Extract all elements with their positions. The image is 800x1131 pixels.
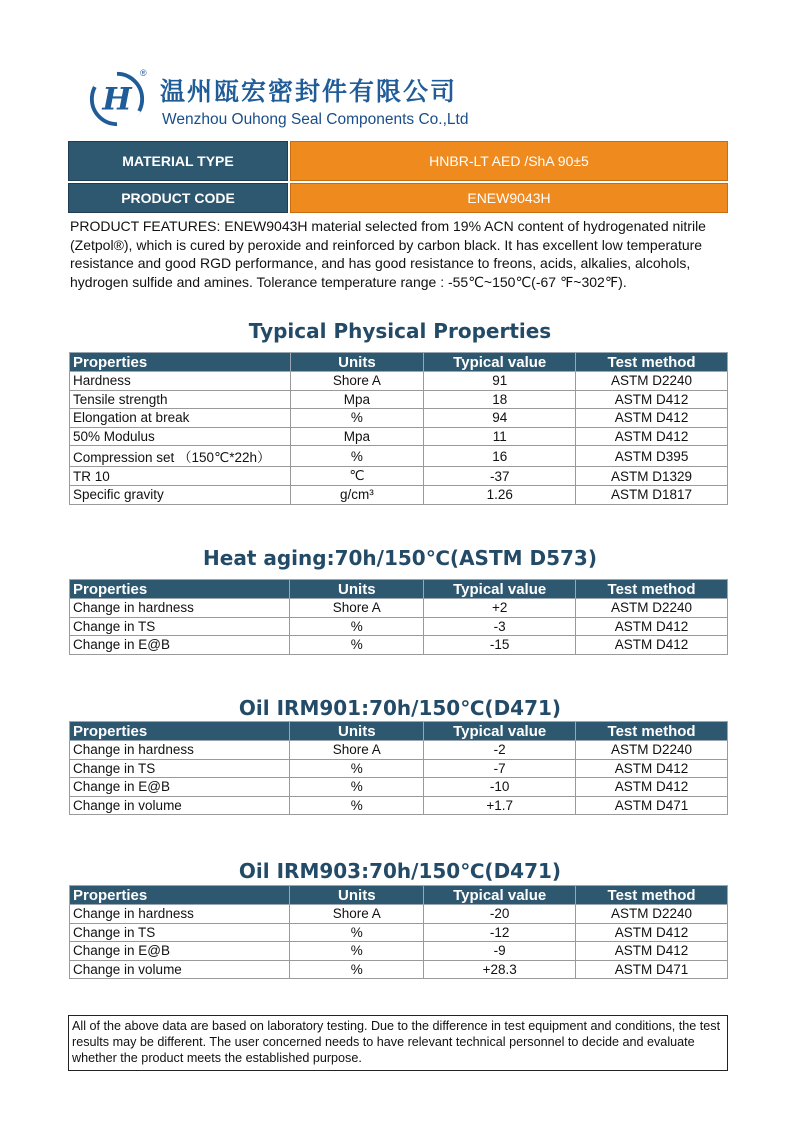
value-cell: 16 xyxy=(424,446,576,467)
table-row xyxy=(70,409,728,428)
method-cell: ASTM D471 xyxy=(576,796,728,815)
property-cell: Change in volume xyxy=(70,796,290,815)
company-name-en: Wenzhou Ouhong Seal Components Co.,Ltd xyxy=(162,111,469,128)
oil-irm903-table xyxy=(69,885,728,979)
value-cell: -20 xyxy=(424,905,576,924)
section-title: Heat aging:70h/150℃(ASTM D573) xyxy=(203,546,597,570)
column-header: Test method xyxy=(576,580,728,599)
units-cell: % xyxy=(290,636,424,655)
method-cell: ASTM D412 xyxy=(576,778,728,797)
units-cell: Shore A xyxy=(290,905,424,924)
property-cell: Change in E@B xyxy=(70,636,290,655)
table-header-row xyxy=(70,722,728,741)
section-title: Oil IRM901:70h/150℃(D471) xyxy=(238,696,562,720)
method-cell: ASTM D412 xyxy=(576,409,728,428)
registered-mark: ® xyxy=(140,68,147,78)
value-cell: -15 xyxy=(424,636,576,655)
method-cell: ASTM D412 xyxy=(576,942,728,961)
section-title: Typical Physical Properties xyxy=(248,319,552,343)
property-cell: Change in hardness xyxy=(70,905,290,924)
table-row xyxy=(70,741,728,760)
table-row xyxy=(70,759,728,778)
property-cell: Hardness xyxy=(70,372,291,391)
properties-table xyxy=(69,352,728,505)
value-cell: 94 xyxy=(424,409,576,428)
units-cell: % xyxy=(290,923,424,942)
value-cell: 91 xyxy=(424,372,576,391)
method-cell: ASTM D2240 xyxy=(576,372,728,391)
units-cell: % xyxy=(290,942,424,961)
method-cell: ASTM D471 xyxy=(576,960,728,979)
table-row xyxy=(70,923,728,942)
property-cell: Change in TS xyxy=(70,923,290,942)
table-row xyxy=(70,778,728,797)
column-header: Units xyxy=(290,580,424,599)
value-cell: 11 xyxy=(424,427,576,446)
method-cell: ASTM D412 xyxy=(576,390,728,409)
method-cell: ASTM D412 xyxy=(576,617,728,636)
column-header: Units xyxy=(290,353,424,372)
value-cell: +1.7 xyxy=(424,796,576,815)
units-cell: Mpa xyxy=(290,427,424,446)
company-name-cn: 温州瓯宏密封件有限公司 xyxy=(160,77,458,106)
product-code-row xyxy=(68,183,728,213)
column-header: Units xyxy=(290,722,424,741)
table-row xyxy=(70,485,728,504)
logo-letter: H xyxy=(102,81,132,118)
value-cell: -10 xyxy=(424,778,576,797)
table-row xyxy=(70,617,728,636)
property-cell: Change in E@B xyxy=(70,778,290,797)
product-code-label: PRODUCT CODE xyxy=(68,183,288,213)
table-row xyxy=(70,372,728,391)
property-cell: Change in hardness xyxy=(70,741,290,760)
table-row xyxy=(70,467,728,486)
table-row xyxy=(70,446,728,467)
product-code-value: ENEW9043H xyxy=(290,183,728,213)
value-cell: -12 xyxy=(424,923,576,942)
method-cell: ASTM D2240 xyxy=(576,599,728,618)
heat-aging-table xyxy=(69,579,728,655)
units-cell: Shore A xyxy=(290,372,424,391)
value-cell: -3 xyxy=(424,617,576,636)
value-cell: -9 xyxy=(424,942,576,961)
units-cell: g/cm³ xyxy=(290,485,424,504)
column-header: Units xyxy=(290,886,424,905)
units-cell: Mpa xyxy=(290,390,424,409)
method-cell: ASTM D412 xyxy=(576,923,728,942)
section-title: Oil IRM903:70h/150℃(D471) xyxy=(238,859,562,883)
table-row xyxy=(70,796,728,815)
units-cell: ℃ xyxy=(290,467,424,486)
property-cell: Change in volume xyxy=(70,960,290,979)
property-cell: Change in TS xyxy=(70,759,290,778)
table-row xyxy=(70,636,728,655)
property-cell: Change in E@B xyxy=(70,942,290,961)
table-header-row xyxy=(70,580,728,599)
value-cell: 1.26 xyxy=(424,485,576,504)
value-cell: 18 xyxy=(424,390,576,409)
column-header: Typical value xyxy=(424,886,576,905)
column-header: Typical value xyxy=(424,722,576,741)
material-type-row xyxy=(68,141,728,181)
product-features: PRODUCT FEATURES: ENEW9043H material selected from 19% ACN content of hydrogenated nitrile (Zetpol®), which is cured by peroxide and reinforced by carbon black. It has excellent low temperature resistance and good RGD performance, and has good resistance to freons, acids, alkalies, alcohols, hydrogen sulfide and amines. Tolerance temperature range : -55℃~150℃(-67 ℉~302℉). xyxy=(70,218,706,290)
method-cell: ASTM D412 xyxy=(576,427,728,446)
column-header: Test method xyxy=(576,353,728,372)
property-cell: 50% Modulus xyxy=(70,427,291,446)
method-cell: ASTM D412 xyxy=(576,759,728,778)
column-header: Typical value xyxy=(424,353,576,372)
method-cell: ASTM D2240 xyxy=(576,741,728,760)
table-row xyxy=(70,942,728,961)
property-cell: Specific gravity xyxy=(70,485,291,504)
units-cell: % xyxy=(290,759,424,778)
column-header: Typical value xyxy=(424,580,576,599)
units-cell: % xyxy=(290,446,424,467)
table-row xyxy=(70,905,728,924)
method-cell: ASTM D395 xyxy=(576,446,728,467)
method-cell: ASTM D1817 xyxy=(576,485,728,504)
property-cell: TR 10 xyxy=(70,467,291,486)
table-row xyxy=(70,960,728,979)
table-row xyxy=(70,390,728,409)
method-cell: ASTM D2240 xyxy=(576,905,728,924)
column-header: Properties xyxy=(70,722,290,741)
property-cell: Change in TS xyxy=(70,617,290,636)
value-cell: -7 xyxy=(424,759,576,778)
method-cell: ASTM D412 xyxy=(576,636,728,655)
company-logo-icon xyxy=(88,70,146,128)
units-cell: Shore A xyxy=(290,741,424,760)
oil-irm901-table xyxy=(69,721,728,815)
value-cell: -2 xyxy=(424,741,576,760)
units-cell: Shore A xyxy=(290,599,424,618)
units-cell: % xyxy=(290,960,424,979)
disclaimer-box: All of the above data are based on laboratory testing. Due to the difference in test equipment and conditions, the test results may be different. The user concerned needs to have relevant technical personnel to decide and evaluate whether the product meets the established purpose. xyxy=(68,1015,728,1071)
units-cell: % xyxy=(290,778,424,797)
table-header-row xyxy=(70,353,728,372)
value-cell: +28.3 xyxy=(424,960,576,979)
material-type-value: HNBR-LT AED /ShA 90±5 xyxy=(290,141,728,181)
value-cell: +2 xyxy=(424,599,576,618)
units-cell: % xyxy=(290,409,424,428)
table-header-row xyxy=(70,886,728,905)
column-header: Test method xyxy=(576,886,728,905)
property-cell: Elongation at break xyxy=(70,409,291,428)
units-cell: % xyxy=(290,796,424,815)
units-cell: % xyxy=(290,617,424,636)
table-row xyxy=(70,599,728,618)
company-header xyxy=(88,68,688,138)
property-cell: Tensile strength xyxy=(70,390,291,409)
material-type-label: MATERIAL TYPE xyxy=(68,141,288,181)
value-cell: -37 xyxy=(424,467,576,486)
method-cell: ASTM D1329 xyxy=(576,467,728,486)
column-header: Properties xyxy=(70,580,290,599)
table-row xyxy=(70,427,728,446)
property-cell: Compression set （150℃*22h） xyxy=(70,446,291,467)
property-cell: Change in hardness xyxy=(70,599,290,618)
column-header: Properties xyxy=(70,353,291,372)
column-header: Properties xyxy=(70,886,290,905)
column-header: Test method xyxy=(576,722,728,741)
